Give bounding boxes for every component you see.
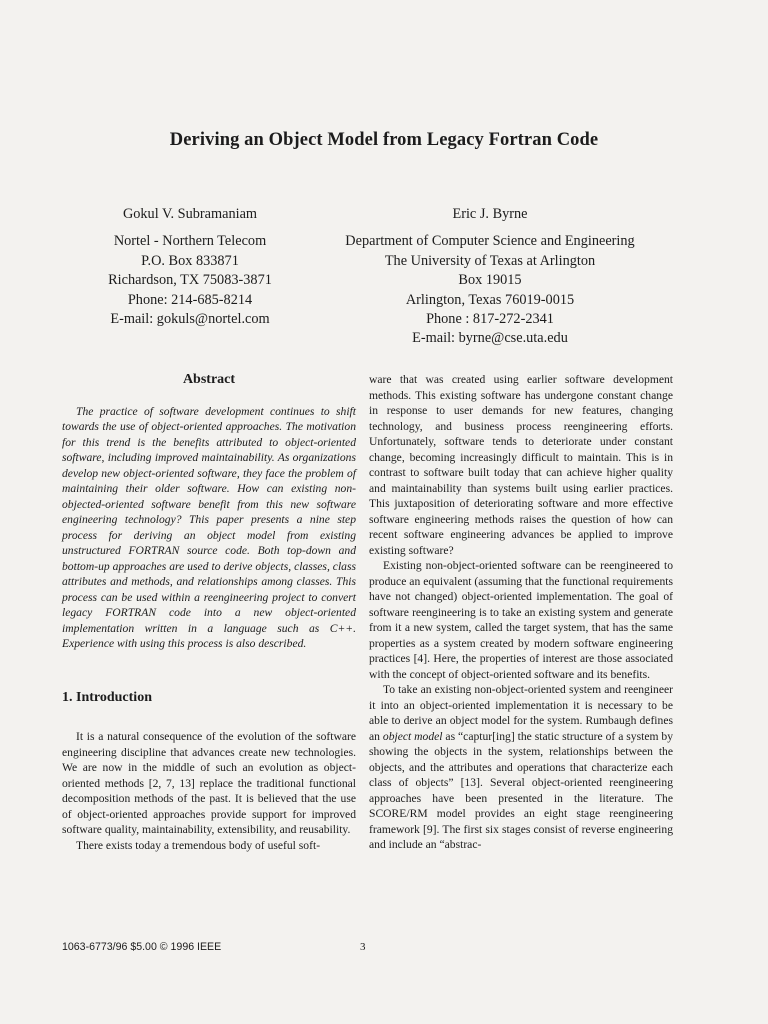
affiliation-line: Department of Computer Science and Engineering	[345, 233, 635, 250]
body-paragraph-2: Existing non-object-oriented software can be reengineered to produce an equivalent (assuming that the functional requirements have not changed) object-oriented implementation. The goal of software reengineering is to take an existing system and generate from it a new system, called the target system, that has the same properties as a system created by modern software engineering practices [4]. Here, the properties of interest are those associated with the concept of object-oriented software and its benefits.	[369, 559, 673, 681]
email-line: E-mail: gokuls@nortel.com	[110, 311, 270, 328]
body-paragraph-1: ware that was created using earlier software development methods. This existing software has undergone constant change in response to user demands for new features, changing technology, and business process reengineering efforts. Unfortunately, software tends to deteriorate under constant change, becoming increasingly difficult to maintain. This is in contrast to software built today that can achieve higher quality and maintainability than systems built using earlier practices. This juxtaposition of deteriorating software and more effective software engineering methods raises the question of how can recent software engineering advances be applied to improve existing software?	[369, 373, 673, 557]
left-column	[62, 372, 356, 853]
right-column	[369, 372, 673, 853]
intro-paragraph-2: There exists today a tremendous body of useful soft-	[76, 838, 321, 852]
affiliation-line: Richardson, TX 75083-3871	[108, 272, 272, 289]
intro-paragraph-1: It is a natural consequence of the evolution of the software engineering discipline that advances create new technologies. We are now in the middle of such an evolution as object-oriented methods [2, 7, 13] replace the traditional functional decomposition methods of the past. It is believed that the use of object-oriented approaches provide support for improved software quality, maintainability, extensibility, and reusability.	[62, 730, 356, 836]
copyright-notice: 1063-6773/96 $5.00 © 1996 IEEE	[62, 941, 222, 953]
body-text: as “captur[ing] the static structure of a system by showing the objects in the system, relationships between the objects, and the attributes and operations that characterize each class of objects” [13]. Several object-oriented reengineering approaches have been presented in the literature. The SCORE/RM model provides an eight stage reengineering framework [9]. The first six stages consist of reverse engineering and include an “abstrac-	[369, 729, 674, 851]
author-block-2	[318, 205, 662, 349]
email-line: E-mail: byrne@cse.uta.edu	[412, 330, 568, 347]
author-name: Gokul V. Subramaniam	[122, 206, 258, 222]
author-block-1	[70, 205, 310, 329]
phone-line: Phone : 817-272-2341	[426, 311, 554, 328]
body-paragraph-3	[369, 682, 673, 853]
page-number: 3	[360, 941, 366, 953]
affiliation-line: Arlington, Texas 76019-0015	[405, 291, 575, 308]
affiliation-line: Nortel - Northern Telecom	[113, 233, 267, 250]
emphasized-term: object model	[382, 729, 443, 743]
phone-line: Phone: 214-685-8214	[127, 291, 253, 308]
section-heading-introduction: 1. Introduction	[62, 689, 152, 705]
paper-title: Deriving an Object Model from Legacy Fortran Code	[169, 130, 599, 150]
affiliation-line: P.O. Box 833871	[141, 252, 239, 269]
affiliation-line: Box 19015	[458, 272, 522, 289]
author-name: Eric J. Byrne	[452, 206, 528, 222]
affiliation-line: The University of Texas at Arlington	[384, 252, 596, 269]
abstract-text: The practice of software development continues to shift towards the use of object-oriented approaches. The motivation for this trend is the benefits attributed to object-oriented software, including improved maintainability. As organizations develop new object-oriented software, they face the problem of maintaining their older software. How can existing non-objected-oriented software benefit from this new software engineering technology? This paper presents a nine step process for deriving an object model from existing unstructured FORTRAN source code. Both top-down and bottom-up approaches are used to derive objects, classes, class attributes and methods, and relationships among classes. This process can be used within a reengineering project to convert legacy FORTRAN code into a new object-oriented implementation written in a language such as C++. Experience with using this process is also described.	[62, 404, 356, 650]
body-text: To take an existing non-object-oriented system and reengineer it into an object-oriented implementation it is necessary to be able to derive an object model for the system. Rumbaugh defines an	[369, 683, 673, 743]
abstract-heading: Abstract	[182, 372, 236, 387]
